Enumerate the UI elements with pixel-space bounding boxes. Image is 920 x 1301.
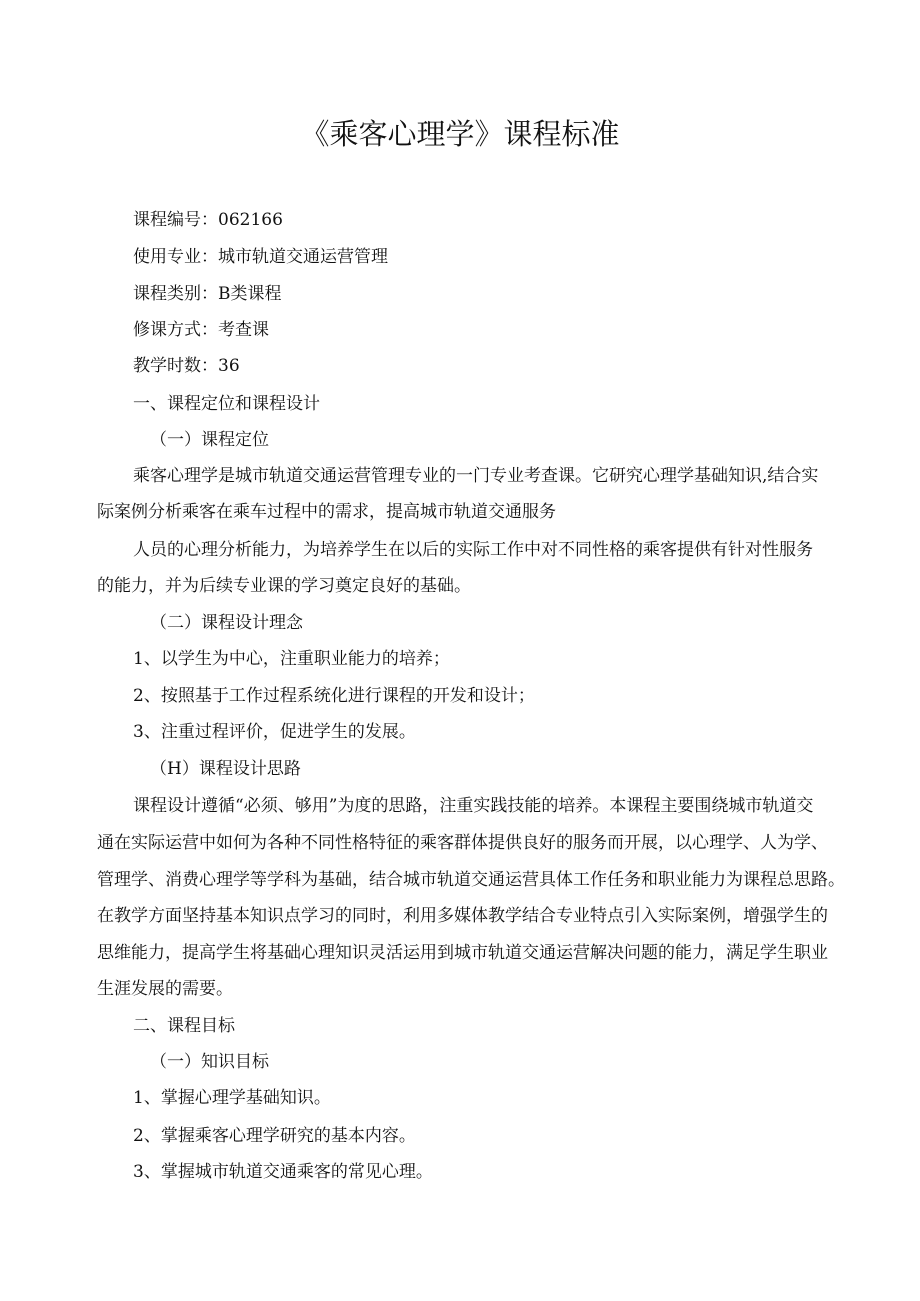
subsection-heading: （二）课程设计理念 bbox=[150, 613, 303, 633]
paragraph-line: 际案例分析乘客在乘车过程中的需求，提高城市轨道交通服务 bbox=[97, 502, 556, 522]
list-item: 2、按照基于工作过程系统化进行课程的开发和设计； bbox=[133, 686, 535, 706]
course-mode: 修课方式：考查课 bbox=[133, 320, 269, 340]
paragraph-line: 通在实际运营中如何为各种不同性格特征的乘客群体提供良好的服务而开展，以心理学、人为学、 bbox=[97, 833, 828, 853]
paragraph-line: 人员的心理分析能力，为培养学生在以后的实际工作中对不同性格的乘客提供有针对性服务 bbox=[133, 540, 813, 560]
subsection-heading: （一）课程定位 bbox=[150, 430, 269, 450]
course-code: 课程编号：062166 bbox=[133, 210, 283, 230]
section-heading: 二、课程目标 bbox=[133, 1016, 235, 1036]
course-major: 使用专业：城市轨道交通运营管理 bbox=[133, 247, 388, 267]
section-heading: 一、课程定位和课程设计 bbox=[133, 394, 320, 414]
course-category: 课程类别：B类课程 bbox=[133, 284, 282, 304]
document-title: 《乘客心理学》课程标准 bbox=[300, 117, 620, 151]
paragraph-line: 管理学、消费心理学等学科为基础，结合城市轨道交通运营具体工作任务和职业能力为课程总思路。 bbox=[97, 870, 845, 890]
list-item: 3、注重过程评价，促进学生的发展。 bbox=[133, 722, 416, 742]
course-hours: 教学时数：36 bbox=[133, 356, 240, 376]
list-item: 1、掌握心理学基础知识。 bbox=[133, 1088, 331, 1108]
paragraph-line: 乘客心理学是城市轨道交通运营管理专业的一门专业考查课。它研究心理学基础知识,结合实 bbox=[133, 466, 819, 486]
subsection-heading: （H）课程设计思路 bbox=[150, 759, 301, 779]
list-item: 3、掌握城市轨道交通乘客的常见心理。 bbox=[133, 1162, 433, 1182]
list-item: 1、以学生为中心，注重职业能力的培养； bbox=[133, 649, 450, 669]
paragraph-line: 在教学方面坚持基本知识点学习的同时，利用多媒体教学结合专业特点引入实际案例，增强学生的 bbox=[97, 906, 828, 926]
list-item: 2、掌握乘客心理学研究的基本内容。 bbox=[133, 1126, 416, 1146]
subsection-heading: （一）知识目标 bbox=[150, 1052, 269, 1072]
paragraph-line: 思维能力，提高学生将基础心理知识灵活运用到城市轨道交通运营解决问题的能力，满足学生职业 bbox=[97, 943, 828, 963]
paragraph-line: 课程设计遵循“必须、够用”为度的思路，注重实践技能的培养。本课程主要围绕城市轨道交 bbox=[133, 796, 814, 816]
paragraph-line: 的能力，并为后续专业课的学习奠定良好的基础。 bbox=[97, 576, 471, 596]
paragraph-line: 生涯发展的需要。 bbox=[97, 979, 233, 999]
